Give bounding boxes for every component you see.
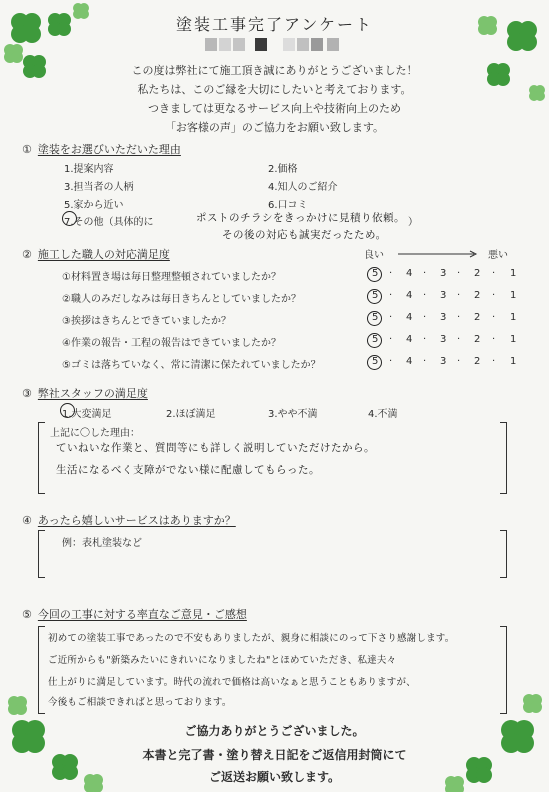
q2-item: ③挨拶はきちんとできていましたか？ <box>62 316 231 327</box>
q1-other-close: ） <box>408 217 418 228</box>
selection-circle <box>367 355 382 370</box>
rating-separator: · <box>457 312 461 323</box>
question-number: ⑤ <box>22 608 32 621</box>
question-number: ① <box>22 143 32 156</box>
q1-option-other: 7.その他（具体的に <box>64 217 154 228</box>
q4-answer-bracket-left <box>38 530 45 578</box>
rating-value: 4 <box>406 356 413 367</box>
rating-separator: · <box>492 312 496 323</box>
rating-value: 3 <box>440 356 447 367</box>
selection-circle <box>367 289 382 304</box>
intro-line: この度は弊社にて施工頂き誠にありがとうございました！ <box>131 64 418 77</box>
scale-bad-label: 悪い <box>488 250 508 261</box>
footer-instruction: ご返送お願い致します。 <box>208 770 341 784</box>
q3-answer-bracket-left <box>38 422 45 494</box>
q3-option: 3.やや不満 <box>268 409 318 420</box>
rating-separator: · <box>457 356 461 367</box>
rating-separator: · <box>423 334 427 345</box>
rating-separator: · <box>492 290 496 301</box>
rating-separator: · <box>457 290 461 301</box>
rating-value: 1 <box>510 268 517 279</box>
rating-separator: · <box>389 312 393 323</box>
question-title: 施工した職人の対応満足度 <box>37 248 170 261</box>
rating-value: 3 <box>440 268 447 279</box>
footer-thanks: ご協力ありがとうございました。 <box>184 724 365 738</box>
rating-separator: · <box>389 334 393 345</box>
rating-separator: · <box>423 312 427 323</box>
rating-separator: · <box>457 268 461 279</box>
q1-other-answer: ポストのチラシをきっかけに見積り依頼。 <box>196 212 405 224</box>
q5-answer-bracket-left <box>38 626 45 714</box>
q3-reason-label: 上記に〇した理由： <box>50 428 140 439</box>
question-1-heading <box>22 141 181 157</box>
question-2-heading <box>22 246 170 262</box>
rating-value: 1 <box>510 356 517 367</box>
rating-value: 4 <box>406 290 413 301</box>
rating-value: 2 <box>474 334 481 345</box>
rating-value: 5 <box>372 356 379 367</box>
rating-value: 4 <box>406 334 413 345</box>
q2-item: ④作業の報告・工程の報告はできていましたか？ <box>62 338 281 349</box>
q5-answer-bracket-right <box>500 626 507 714</box>
question-title: あったら嬉しいサービスはありますか？ <box>37 514 236 527</box>
question-4-heading <box>22 512 236 528</box>
rating-separator: · <box>492 268 496 279</box>
q2-item: ⑤ゴミは落ちていなく、常に清潔に保たれていましたか？ <box>62 360 321 371</box>
footer-instruction: 本書と完了書・塗り替え日記をご返信用封筒にて <box>142 748 407 762</box>
q4-answer-bracket-right <box>500 530 507 578</box>
rating-value: 5 <box>372 290 379 301</box>
rating-separator: · <box>457 334 461 345</box>
q3-reason-answer: 生活になるべく支障がでない様に配慮してもらった。 <box>56 464 320 476</box>
rating-separator: · <box>423 356 427 367</box>
q2-item: ②職人のみだしなみは毎日きちんとしていましたか？ <box>62 294 301 305</box>
selection-circle <box>367 311 382 326</box>
rating-value: 1 <box>510 334 517 345</box>
redacted-name-block <box>205 38 345 51</box>
rating-value: 5 <box>372 268 379 279</box>
selection-circle <box>367 267 382 282</box>
q1-option: 2.価格 <box>268 164 298 175</box>
q1-option: 5.家から近い <box>64 200 124 211</box>
rating-separator: · <box>389 290 393 301</box>
rating-value: 2 <box>474 312 481 323</box>
q4-example: 例：表札塗装など <box>62 538 142 549</box>
rating-value: 5 <box>372 334 379 345</box>
rating-value: 4 <box>406 268 413 279</box>
rating-value: 3 <box>440 290 447 301</box>
rating-value: 3 <box>440 334 447 345</box>
arrow-right-icon <box>398 250 478 258</box>
rating-separator: · <box>389 356 393 367</box>
question-3-heading <box>22 385 148 401</box>
question-number: ④ <box>22 514 32 527</box>
q1-option: 4.知人のご紹介 <box>268 182 338 193</box>
q5-answer-line: 初めての塗装工事であったので不安もありましたが、親身に相談にのって下さり感謝します。 <box>48 633 455 644</box>
rating-value: 2 <box>474 290 481 301</box>
intro-line: 私たちは、このご縁を大切にしたいと考えております。 <box>137 83 412 96</box>
survey-title: 塗装工事完了アンケート <box>175 15 374 34</box>
rating-separator: · <box>423 290 427 301</box>
rating-value: 3 <box>440 312 447 323</box>
rating-separator: · <box>389 268 393 279</box>
rating-value: 2 <box>474 268 481 279</box>
q5-answer-line: ご近所からも"新築みたいにきれいになりましたね"とほめていただき、私達夫々 <box>48 655 397 666</box>
intro-line: 「お客様の声」のご協力をお願い致します。 <box>164 121 385 134</box>
q3-answer-bracket-right <box>500 422 507 494</box>
q3-option: 2.ほぼ満足 <box>166 409 216 420</box>
rating-separator: · <box>492 334 496 345</box>
rating-value: 2 <box>474 356 481 367</box>
rating-separator: · <box>423 268 427 279</box>
q1-option: 6.口コミ <box>268 200 308 211</box>
q1-option: 3.担当者の人柄 <box>64 182 134 193</box>
question-number: ③ <box>22 387 32 400</box>
rating-value: 1 <box>510 312 517 323</box>
rating-value: 1 <box>510 290 517 301</box>
question-number: ② <box>22 248 32 261</box>
rating-value: 4 <box>406 312 413 323</box>
q2-item: ①材料置き場は毎日整理整頓されていましたか？ <box>62 272 281 283</box>
rating-value: 5 <box>372 312 379 323</box>
question-title: 弊社スタッフの満足度 <box>37 387 148 400</box>
q5-answer-line: 今後もご相談できればと思っております。 <box>48 697 232 708</box>
q3-option: 4.不満 <box>368 409 398 420</box>
rating-separator: · <box>492 356 496 367</box>
scale-good-label: 良い <box>364 250 384 261</box>
q3-option: 1.大変満足 <box>62 409 112 420</box>
q5-answer-line: 仕上がりに満足しています。時代の流れで価格は高いなぁと思うこともありますが、 <box>48 677 416 688</box>
question-title: 今回の工事に対する率直なご意見・ご感想 <box>37 608 247 621</box>
question-title: 塗装をお選びいただいた理由 <box>37 143 181 156</box>
selection-circle <box>367 333 382 348</box>
q1-option: 1.提案内容 <box>64 164 114 175</box>
q1-other-answer: その後の対応も誠実だったため。 <box>222 229 387 241</box>
question-5-heading <box>22 606 247 622</box>
q3-reason-answer: ていねいな作業と、質問等にも詳しく説明していただけたから。 <box>56 442 375 454</box>
intro-line: つきましては更なるサービス向上や技術向上のため <box>148 102 401 115</box>
